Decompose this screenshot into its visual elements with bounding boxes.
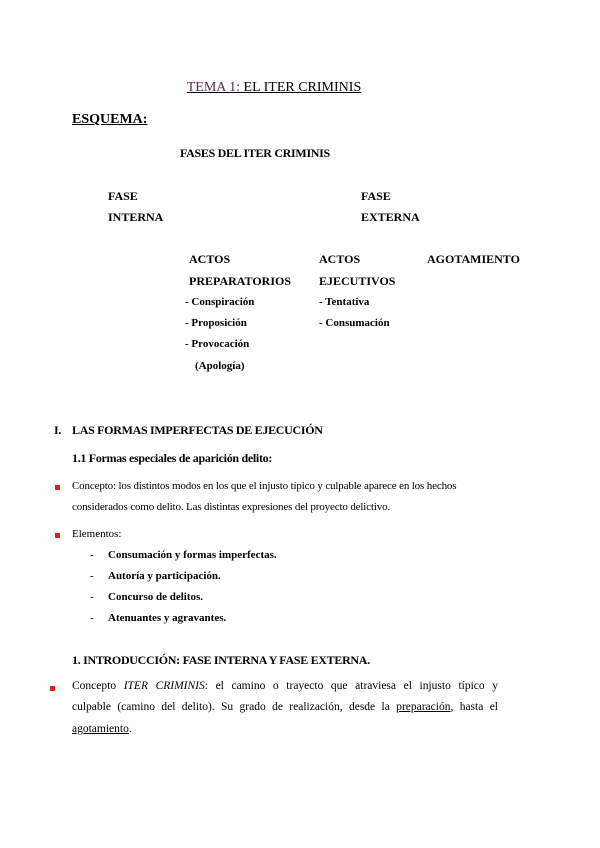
concepto-line2-pre: culpable (camino del delito). Su grado de realización, desde la: [72, 701, 397, 713]
elemento-item: Atenuantes y agravantes.: [108, 612, 227, 624]
iter-concepto-line3: [72, 723, 132, 735]
elementos-label: Elementos:: [72, 528, 122, 540]
dash-marker: -: [90, 570, 94, 582]
elemento-item: Consumación y formas imperfectas.: [108, 549, 277, 561]
concepto-line2-post: , hasta el: [450, 701, 498, 713]
dash-marker: -: [90, 591, 94, 603]
title-number: TEMA 1:: [186, 80, 241, 95]
fase-externa-line2: EXTERNA: [361, 210, 420, 224]
section1-subheading: 1.1 Formas especiales de aparición delito:: [72, 451, 273, 465]
diagram-title: FASES DEL ITER CRIMINIS: [180, 146, 330, 160]
preparacion-link: preparación: [396, 701, 451, 713]
dash-marker: -: [90, 612, 94, 624]
bullet-icon: [50, 686, 55, 691]
actos-preparatorios-line2: PREPARATORIOS: [189, 274, 292, 288]
concepto-line3-post: .: [128, 723, 132, 735]
item-conspiracion: - Conspiración: [185, 296, 255, 308]
agotamiento-label: AGOTAMIENTO: [427, 252, 520, 266]
elemento-item: Autoría y participación.: [108, 570, 221, 582]
item-proposicion: - Proposición: [185, 317, 247, 329]
esquema-heading: ESQUEMA:: [72, 112, 148, 127]
elemento-item: Concurso de delitos.: [108, 591, 204, 603]
section1-number: I.: [54, 423, 62, 437]
page-title: [0, 80, 548, 96]
fase-interna-line2: INTERNA: [108, 210, 164, 224]
actos-ejecutivos-line1: ACTOS: [319, 252, 361, 266]
title-text: EL ITER CRIMINIS: [243, 80, 362, 95]
concepto-line1-rest: : el camino o trayecto que atraviesa el injusto típico y: [204, 680, 498, 692]
actos-preparatorios-line1: ACTOS: [189, 252, 231, 266]
concepto-line1: Concepto: los distintos modos en los que el injusto típico y culpable aparece en los hechos: [72, 480, 457, 492]
agotamiento-link: agotamiento: [72, 723, 129, 735]
concepto-lead: Concepto: [72, 680, 124, 692]
actos-ejecutivos-line2: EJECUTIVOS: [319, 274, 396, 288]
iter-concepto-line1: [72, 680, 498, 692]
fase-interna-line1: FASE: [108, 189, 138, 203]
item-tentativa: - Tentativa: [319, 296, 370, 308]
section2-heading: 1. INTRODUCCIÓN: FASE INTERNA Y FASE EXTERNA.: [72, 653, 370, 667]
iter-concepto-line2: [72, 701, 498, 713]
item-provocacion: - Provocación: [185, 338, 250, 350]
bullet-icon: [55, 533, 60, 538]
fase-externa-line1: FASE: [361, 189, 391, 203]
item-apologia: (Apología): [195, 360, 245, 372]
bullet-icon: [55, 485, 60, 490]
dash-marker: -: [90, 549, 94, 561]
item-consumacion: - Consumación: [319, 317, 390, 329]
section1-heading: LAS FORMAS IMPERFECTAS DE EJECUCIÓN: [72, 423, 323, 437]
concepto-line2: considerados como delito. Las distintas expresiones del proyecto delictivo.: [72, 501, 391, 513]
iter-criminis-term: ITER CRIMINIS: [123, 680, 205, 692]
